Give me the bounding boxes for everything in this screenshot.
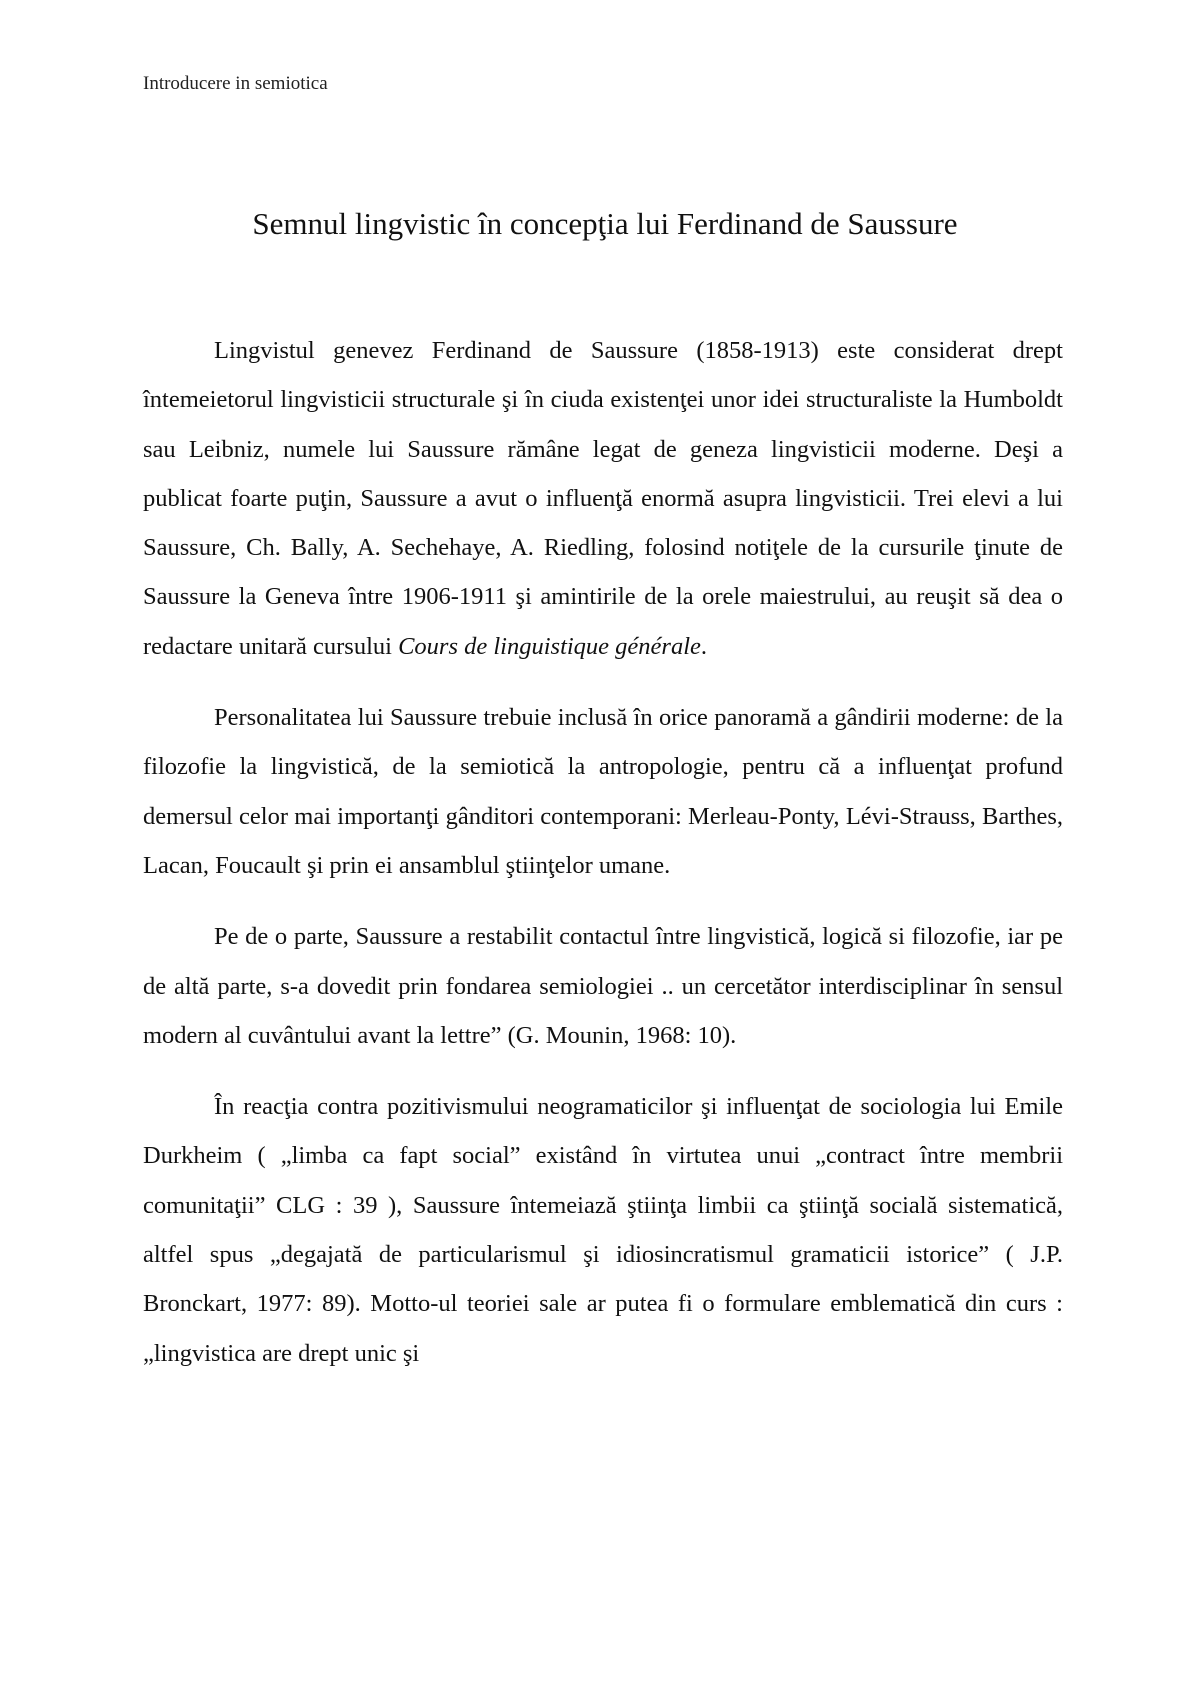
paragraph-1-end: . [700,632,708,660]
book-title-italic: Cours de linguistique générale [398,632,701,660]
paragraph-4: În reacţia contra pozitivismului neogramaticilor şi influenţat de sociologia lui Emile Durkheim ( „limba ca fapt social” existând în virtutea unui „contract între membrii comunitaţii” CLG : 39 ), Saussure întemeiază ştiinţa limbii ca ştiinţă socială sistematică, altfel spus „degajată de particularismul şi idiosincratismul gramaticii istorice” ( J.P. Bronckart, 1977: 89). Motto-ul teoriei sale ar putea fi o formulare emblematică din curs : „lingvistica are drept unic şi [143,1093,1063,1367]
paragraph-1 [143,326,1063,671]
running-header: Introducere in semiotica [143,73,328,94]
paragraph-3: Pe de o parte, Saussure a restabilit contactul între lingvistică, logică si filozofie, iar pe de altă parte, s-a dovedit prin fondarea semiologiei .. un cercetător interdisciplinar în sensul modern al cuvântului avant la lettre” (G. Mounin, 1968: 10). [143,923,1063,1049]
document-body [143,326,1063,1400]
paragraph-1-text: Lingvistul genevez Ferdinand de Saussure (1858-1913) este considerat drept întemeietorul lingvisticii structurale şi în ciuda existenţei unor idei structuraliste la Humboldt sau Leibniz, numele lui Saussure rămâne legat de geneza lingvisticii moderne. Deşi a publicat foarte puţin, Saussure a avut o influenţă enormă asupra lingvisticii. Trei elevi a lui Saussure, Ch. Bally, A. Sechehaye, A. Riedling, folosind notiţele de la cursurile ţinute de Saussure la Geneva între 1906-1911 şi amintirile de la orele maiestrului, au reuşit să dea o redactare unitară cursului [143,337,1063,660]
paragraph-2: Personalitatea lui Saussure trebuie inclusă în orice panoramă a gândirii moderne: de la filozofie la lingvistică, de la semiotică la antropologie, pentru că a influenţat profund demersul celor mai importanţi gânditori contemporani: Merleau-Ponty, Lévi-Strauss, Barthes, Lacan, Foucault şi prin ei ansamblul ştiinţelor umane. [143,704,1063,879]
document-title: Semnul lingvistic în concepţia lui Ferdinand de Saussure [252,206,958,241]
